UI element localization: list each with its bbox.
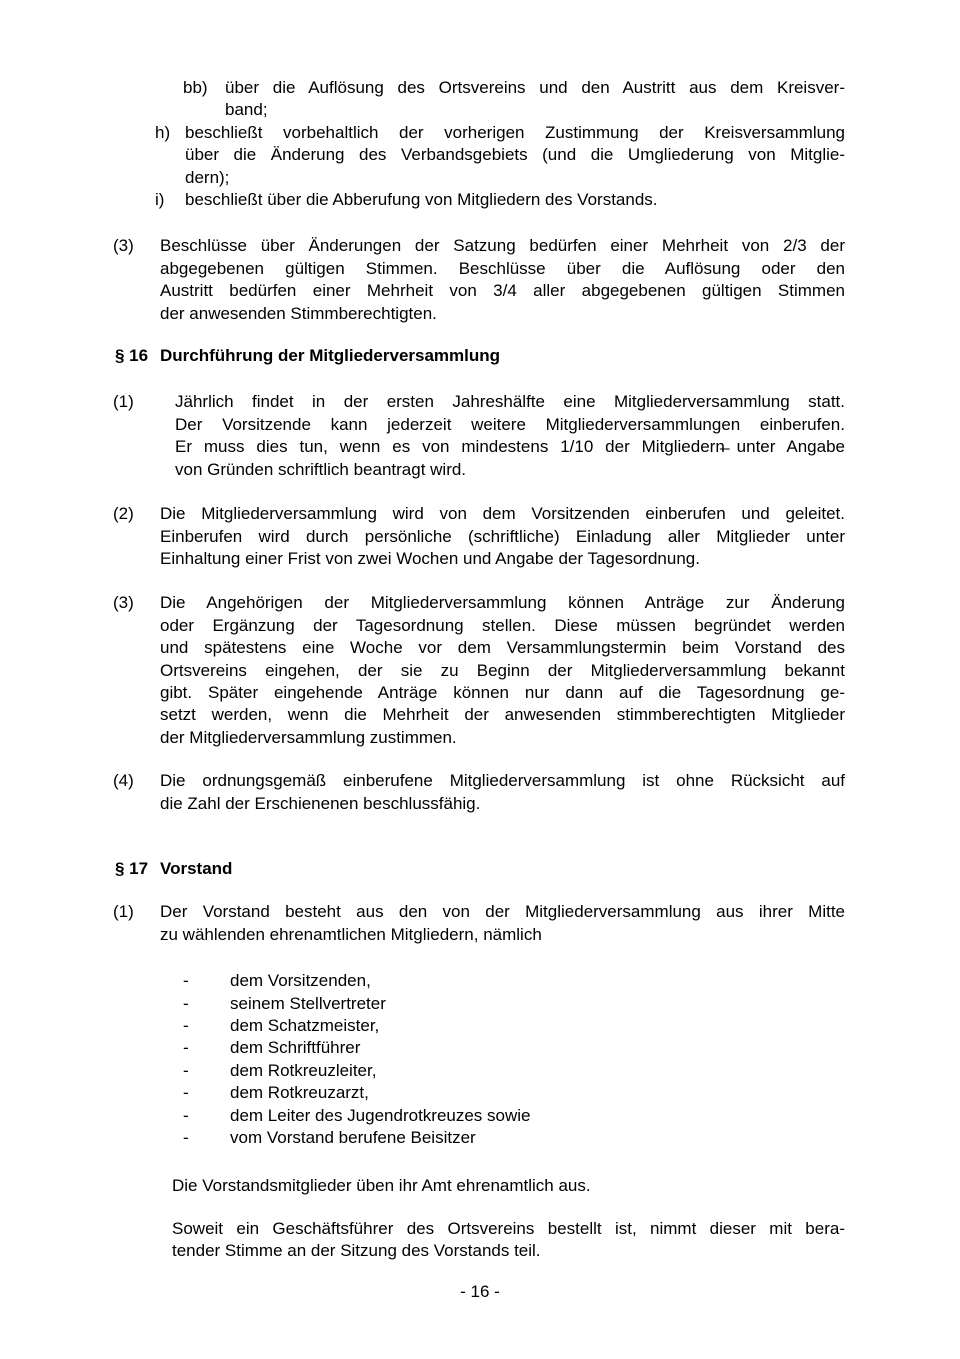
section-heading-17 <box>0 858 960 880</box>
paragraph-lines <box>225 77 845 122</box>
section-number: § 16 <box>115 346 149 366</box>
list-item <box>0 1037 960 1059</box>
dash-bullet: - <box>183 1060 189 1080</box>
list-item <box>0 1060 960 1082</box>
list-item-label: dem Schatzmeister, <box>230 1016 380 1035</box>
paragraph-lines <box>160 592 845 749</box>
list-item-label: dem Rotkreuzleiter, <box>230 1060 377 1080</box>
statute-item-bb <box>0 77 960 122</box>
item-marker: bb) <box>183 78 208 97</box>
dash-bullet: - <box>183 993 189 1013</box>
text-line: Austritt bedürfen einer Mehrheit von 3/4 aller abgegebenen gültigen Stimmen <box>160 281 845 301</box>
paragraph-marker: (2) <box>113 504 134 524</box>
dash-bullet: - <box>183 971 189 991</box>
text-line: abgegebenen gültigen Stimmen. Beschlüsse über die Auflösung oder den <box>160 258 845 278</box>
text-line: der anwesenden Stimmberechtigten. <box>160 303 437 323</box>
text-line: setzt werden, wenn die Mehrheit der anwesenden stimmberechtigten Mitglieder <box>160 705 845 725</box>
text-line: der Mitgliederversammlung zustimmen. <box>160 727 457 747</box>
paragraph-lines <box>160 503 845 570</box>
dash-bullet: - <box>183 1038 189 1058</box>
paragraph-lines <box>185 122 845 189</box>
text-line: und spätestens eine Woche vor dem Versammlungstermin beim Vorstand des <box>160 638 845 658</box>
list-item <box>0 1015 960 1037</box>
statute-paragraph-16-1 <box>0 391 960 481</box>
paragraph-marker: (3) <box>113 236 134 256</box>
text-line: Einberufen wird durch persönliche (schriftliche) Einladung aller Mitglieder unter <box>160 526 845 546</box>
text-line: Der Vorsitzende kann jederzeit weitere Mitgliederversammlungen einberufen. <box>175 414 845 434</box>
closing-paragraph-1 <box>0 1175 960 1197</box>
statute-item-i <box>0 189 960 211</box>
statute-paragraph-17-1 <box>0 901 960 946</box>
statute-paragraph-16-2 <box>0 503 960 570</box>
text-line: zu wählenden ehrenamtlichen Mitgliedern, nämlich <box>160 924 542 944</box>
section-number: § 17 <box>115 858 149 878</box>
text-line: beschließt vorbehaltlich der vorherigen Zustimmung der Kreisversammlung <box>185 122 845 142</box>
list-item <box>0 970 960 992</box>
dash-bullet: - <box>183 1105 189 1125</box>
dash-bullet: - <box>183 1128 189 1148</box>
list-item-label: dem Rotkreuzarzt, <box>230 1083 369 1103</box>
text-line: Soweit ein Geschäftsführer des Ortsvereins bestellt ist, nimmt dieser mit bera- <box>172 1218 845 1238</box>
text-line: beschließt über die Abberufung von Mitgliedern des Vorstands. <box>185 190 658 210</box>
list-item <box>0 1082 960 1104</box>
text-line: von Gründen schriftlich beantragt wird. <box>175 459 467 479</box>
paragraph-marker: (1) <box>113 392 134 412</box>
text-line: Er muss dies tun, wenn es von mindestens 1/10 der Mitgliedern̶ unter Angabe <box>175 437 845 457</box>
item-marker: h) <box>155 122 171 142</box>
text-line: dern); <box>185 167 230 187</box>
paragraph-lines <box>160 235 845 325</box>
text-line: über die Auflösung des Ortsvereins und den Austritt aus dem Kreisver- <box>225 78 845 97</box>
text-line: über die Änderung des Verbandsgebiets (und die Umgliederung von Mitglie- <box>185 145 845 165</box>
list-item-label: vom Vorstand berufene Beisitzer <box>230 1128 476 1148</box>
paragraph-marker: (1) <box>113 902 134 922</box>
section-title: Durchführung der Mitgliederversammlung <box>160 346 501 366</box>
text-line: Der Vorstand besteht aus den von der Mitgliederversammlung aus ihrer Mitte <box>160 902 845 922</box>
text-line: Die ordnungsgemäß einberufene Mitgliederversammlung ist ohne Rücksicht auf <box>160 771 845 791</box>
text-line: Jährlich findet in der ersten Jahreshälfte eine Mitgliederversammlung statt. <box>175 392 845 412</box>
statute-paragraph-16-3 <box>0 592 960 749</box>
statute-paragraph-16-4 <box>0 770 960 815</box>
text-line: gibt. Später eingehende Anträge können nur dann auf die Tagesordnung ge- <box>160 682 845 702</box>
text-line: oder Ergänzung der Tagesordnung stellen. Diese müssen begründet werden <box>160 615 845 635</box>
paragraph-lines <box>172 1218 845 1263</box>
text-line: Die Angehörigen der Mitgliederversammlung können Anträge zur Änderung <box>160 593 845 613</box>
list-item <box>0 993 960 1015</box>
paragraph-marker: (3) <box>113 593 134 613</box>
paragraph-marker: (4) <box>113 771 134 791</box>
dash-bullet: - <box>183 1083 189 1103</box>
paragraph-lines <box>175 391 845 481</box>
text-line: Einhaltung einer Frist von zwei Wochen und Angabe der Tagesordnung. <box>160 548 700 568</box>
text-line: Beschlüsse über Änderungen der Satzung bedürfen einer Mehrheit von 2/3 der <box>160 236 845 256</box>
paragraph-lines <box>160 901 845 946</box>
board-member-list <box>0 970 960 1149</box>
text-line: Ortsvereins eingehen, der sie zu Beginn der Mitgliederversammlung bekannt <box>160 660 845 680</box>
list-item-label: dem Leiter des Jugendrotkreuzes sowie <box>230 1105 531 1125</box>
text-line: band; <box>225 100 268 120</box>
section-title: Vorstand <box>160 858 233 878</box>
item-marker: i) <box>155 190 165 210</box>
text-line: Die Vorstandsmitglieder üben ihr Amt ehrenamtlich aus. <box>172 1176 591 1196</box>
paragraph-lines <box>172 1175 845 1197</box>
page-number: - 16 - <box>460 1281 500 1301</box>
text-line: Die Mitgliederversammlung wird von dem Vorsitzenden einberufen und geleitet. <box>160 504 845 524</box>
paragraph-lines <box>160 770 845 815</box>
list-item-label: dem Schriftführer <box>230 1038 361 1058</box>
list-item-label: dem Vorsitzenden, <box>230 971 371 991</box>
paragraph-lines <box>185 189 845 211</box>
statute-item-h <box>0 122 960 189</box>
dash-bullet: - <box>183 1016 189 1035</box>
list-item <box>0 1127 960 1149</box>
text-line: tender Stimme an der Sitzung des Vorstands teil. <box>172 1241 541 1261</box>
statute-paragraph-15-3 <box>0 235 960 325</box>
section-heading-16 <box>0 345 960 367</box>
list-item <box>0 1105 960 1127</box>
text-line: die Zahl der Erschienenen beschlussfähig. <box>160 793 481 813</box>
closing-paragraph-2 <box>0 1218 960 1263</box>
list-item-label: seinem Stellvertreter <box>230 993 386 1013</box>
